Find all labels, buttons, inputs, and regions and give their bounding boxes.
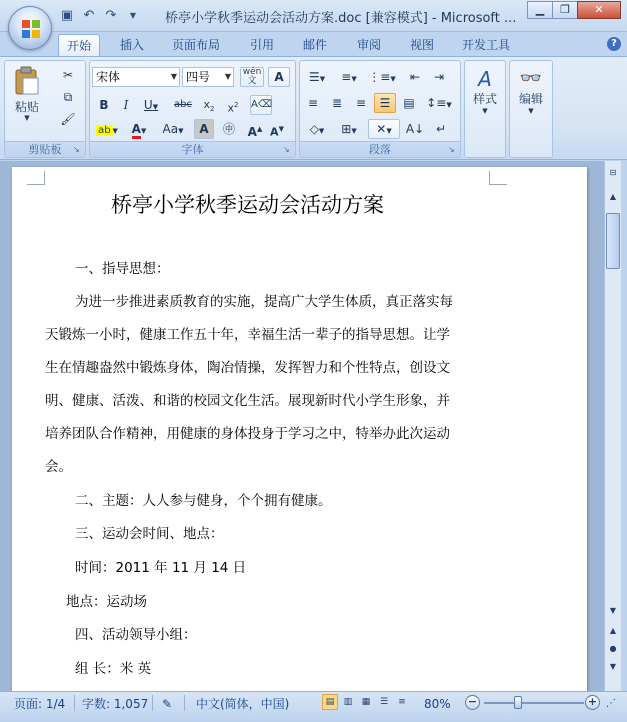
doc-line: 天锻炼一小时，健康工作五十年，幸福生活一辈子的指导思想。让学 [45, 327, 450, 343]
proofing-icon[interactable]: ✎ [162, 697, 173, 711]
subscript-icon[interactable]: $x_2$ [203, 98, 215, 114]
styles-group [464, 60, 506, 158]
borders-icon[interactable]: ⊞▼ [341, 122, 357, 136]
ribbon [0, 56, 627, 160]
draft-icon[interactable]: ≡ [398, 697, 406, 707]
status-bar [0, 691, 627, 722]
save-icon[interactable]: ▣ [60, 8, 74, 23]
print-layout-icon[interactable]: ▤ [322, 694, 338, 710]
document-page[interactable] [12, 167, 587, 691]
document-title: 桥亭小学秋季运动会活动方案 [111, 193, 384, 217]
tab-mailings[interactable]: 邮件 [303, 38, 328, 52]
font-group-label [90, 141, 295, 157]
paragraph-launcher-icon[interactable]: ↘ [448, 145, 455, 154]
doc-line: 会。 [45, 459, 72, 475]
zoom-in-icon[interactable]: + [585, 695, 600, 710]
previous-page-icon[interactable]: ▲ [609, 626, 617, 635]
ribbon-tabs [0, 32, 627, 56]
doc-line: 生在情趣盎然中锻炼身体，陶冶情操，发挥智力和个性特点，创设文 [45, 360, 450, 376]
scroll-up-icon[interactable]: ▲ [609, 192, 617, 201]
zoom-slider-thumb[interactable] [514, 696, 522, 709]
crop-mark-right [489, 171, 507, 185]
change-case-icon[interactable]: Aa▼ [162, 122, 184, 136]
next-page-icon[interactable]: ▼ [609, 662, 617, 671]
doc-line: 二、主题：人人参与健身，个个拥有健康。 [75, 493, 332, 509]
wen-label: wén [242, 67, 262, 77]
editing-button[interactable] [512, 65, 550, 137]
undo-icon[interactable]: ↶ [83, 8, 95, 23]
doc-line: 四、活动领导小组： [75, 627, 197, 643]
separator [74, 695, 75, 711]
doc-line: 为进一步推进素质教育的实施，提高广大学生体质，真正落实每 [75, 294, 453, 310]
doc-line: 培养团队合作精神，用健康的身体投身于学习之中，特举办此次运动 [45, 426, 450, 442]
styles-label: 样式 [472, 92, 497, 106]
tab-insert[interactable]: 插入 [120, 38, 145, 52]
distributed-icon[interactable]: ▤ [403, 96, 415, 110]
zoom-slider-track[interactable] [484, 702, 584, 704]
doc-line: 一、指导思想： [75, 261, 170, 277]
tab-developer[interactable]: 开发工具 [462, 38, 511, 52]
justify-icon[interactable]: ☰ [374, 93, 396, 113]
character-shading-icon[interactable]: A [194, 119, 214, 139]
strikethrough-icon[interactable]: abc [174, 99, 192, 110]
quick-access-toolbar [58, 6, 142, 26]
clipboard-group [4, 60, 86, 158]
paste-dropdown-icon: ▼ [24, 114, 30, 122]
show-marks-icon[interactable]: ↵ [435, 122, 447, 136]
paste-button[interactable] [9, 65, 45, 123]
doc-line: 地点：运动场 [66, 594, 147, 610]
font-launcher-icon[interactable]: ↘ [283, 145, 290, 154]
tab-references[interactable]: 引用 [250, 38, 275, 52]
paragraph-label: 段落 [369, 143, 391, 156]
copy-icon[interactable]: ⧉ [63, 90, 73, 104]
shrink-font-icon[interactable]: A▼ [270, 125, 284, 139]
redo-icon[interactable]: ↷ [105, 8, 117, 23]
font-name-combo[interactable] [92, 67, 180, 87]
bullets-icon[interactable]: ☰▼ [308, 70, 326, 84]
font-label: 字体 [181, 143, 204, 156]
tab-home[interactable]: 开始 [58, 34, 100, 56]
clear-format-icon[interactable]: A⌫ [250, 95, 272, 115]
format-painter-icon[interactable]: 🖌 [60, 112, 76, 126]
font-name-dropdown-icon[interactable]: ▼ [170, 72, 177, 81]
cut-icon[interactable]: ✂ [62, 68, 74, 82]
font-group [89, 60, 296, 158]
doc-line: 三、运动会时间、地点： [75, 526, 224, 542]
doc-line: 时间：2011 年 11 月 14 日 [75, 560, 247, 576]
outline-icon[interactable]: ☰ [379, 697, 389, 707]
zoom-level[interactable]: 80% [424, 697, 451, 711]
tab-view[interactable]: 视图 [410, 38, 435, 52]
phonetic-guide-button[interactable] [240, 67, 264, 87]
document-area [0, 161, 604, 691]
grow-font-icon[interactable]: A▲ [247, 125, 263, 139]
clipboard-label: 剪贴板 [28, 143, 62, 156]
numbering-icon[interactable]: ≡▼ [341, 70, 357, 84]
vertical-scrollbar[interactable] [604, 161, 621, 691]
customize-icon[interactable]: ▼ [129, 11, 137, 20]
font-name-value: 宋体 [96, 70, 121, 84]
select-browse-object-icon[interactable]: ● [609, 644, 617, 653]
wen-icon: 文 [247, 76, 257, 86]
crop-mark-left [27, 171, 45, 185]
character-border-icon[interactable]: A [268, 67, 290, 87]
line-spacing-icon[interactable]: ↕≡▼ [426, 96, 452, 110]
styles-dropdown-icon: ▼ [482, 107, 488, 115]
font-size-combo[interactable] [182, 67, 234, 87]
sort-icon[interactable]: A↓ [405, 122, 425, 136]
asian-layout-icon[interactable]: ✕▼ [368, 119, 400, 139]
office-logo-icon [20, 18, 42, 40]
bold-icon[interactable]: B [99, 98, 109, 112]
multilevel-list-icon[interactable]: ⋮≡▼ [368, 70, 396, 84]
editing-label: 编辑 [518, 92, 543, 106]
font-color-icon[interactable]: A▼ [124, 119, 154, 139]
resize-grip-icon[interactable]: ⋰ [606, 698, 616, 709]
paragraph-group [299, 60, 461, 158]
doc-line: 明、健康、活泼、和谐的校园文化生活。展现新时代小学生形象，并 [45, 393, 450, 409]
window-title: 桥亭小学秋季运动会活动方案.doc [兼容模式] - Microsoft ... [165, 11, 517, 26]
superscript-icon[interactable]: $x^2$ [227, 101, 239, 115]
decrease-indent-icon[interactable]: ⇤ [409, 70, 421, 84]
paragraph-group-label [300, 141, 460, 157]
scroll-thumb[interactable] [606, 213, 620, 269]
page-count[interactable]: 页面: 1/4 [14, 697, 66, 711]
align-right-icon[interactable]: ≡ [355, 96, 367, 110]
styles-button[interactable] [467, 65, 503, 137]
language-indicator[interactable]: 中文(简体，中国) [196, 697, 290, 711]
doc-line: 组 长：米 英 [75, 661, 152, 677]
separator [152, 695, 153, 711]
word-count[interactable]: 字数: 1,057 [82, 697, 149, 711]
close-button[interactable]: ✕ [577, 1, 621, 19]
full-screen-reading-icon[interactable]: ▥ [343, 697, 353, 707]
window-frame [621, 161, 627, 721]
clipboard-icon [14, 66, 40, 96]
align-center-icon[interactable]: ≣ [331, 96, 343, 110]
editing-dropdown-icon: ▼ [528, 107, 534, 115]
increase-indent-icon[interactable]: ⇥ [433, 70, 445, 84]
font-size-dropdown-icon[interactable]: ▼ [224, 72, 231, 81]
tab-review[interactable]: 审阅 [357, 38, 382, 52]
underline-icon[interactable]: U▼ [143, 98, 159, 112]
shading-icon[interactable]: ◇▼ [309, 122, 325, 136]
italic-icon[interactable]: I [123, 98, 129, 112]
window-controls [528, 1, 621, 19]
binoculars-icon: 👓 [519, 68, 543, 89]
scroll-down-icon[interactable]: ▼ [609, 606, 617, 615]
minimize-button[interactable]: ▁ [527, 1, 553, 19]
styles-icon: A [478, 67, 492, 91]
editing-group [509, 60, 553, 158]
ruler-toggle-icon[interactable]: ⊟ [609, 168, 617, 177]
tab-page-layout[interactable]: 页面布局 [172, 38, 221, 52]
font-size-value: 四号 [186, 70, 211, 84]
separator [184, 695, 185, 711]
help-icon[interactable]: ? [607, 37, 621, 51]
web-layout-icon[interactable]: ▦ [361, 697, 371, 707]
restore-button[interactable]: ❐ [552, 1, 578, 19]
align-left-icon[interactable]: ≡ [307, 96, 319, 110]
enclose-characters-icon[interactable]: ㊥ [222, 122, 235, 136]
clipboard-launcher-icon[interactable]: ↘ [73, 145, 80, 154]
office-button[interactable] [8, 6, 52, 50]
title-bar [0, 0, 627, 32]
highlight-color-icon[interactable]: ab ▼ [98, 125, 118, 136]
paste-label: 粘贴 [14, 100, 39, 114]
zoom-out-icon[interactable]: − [465, 695, 480, 710]
